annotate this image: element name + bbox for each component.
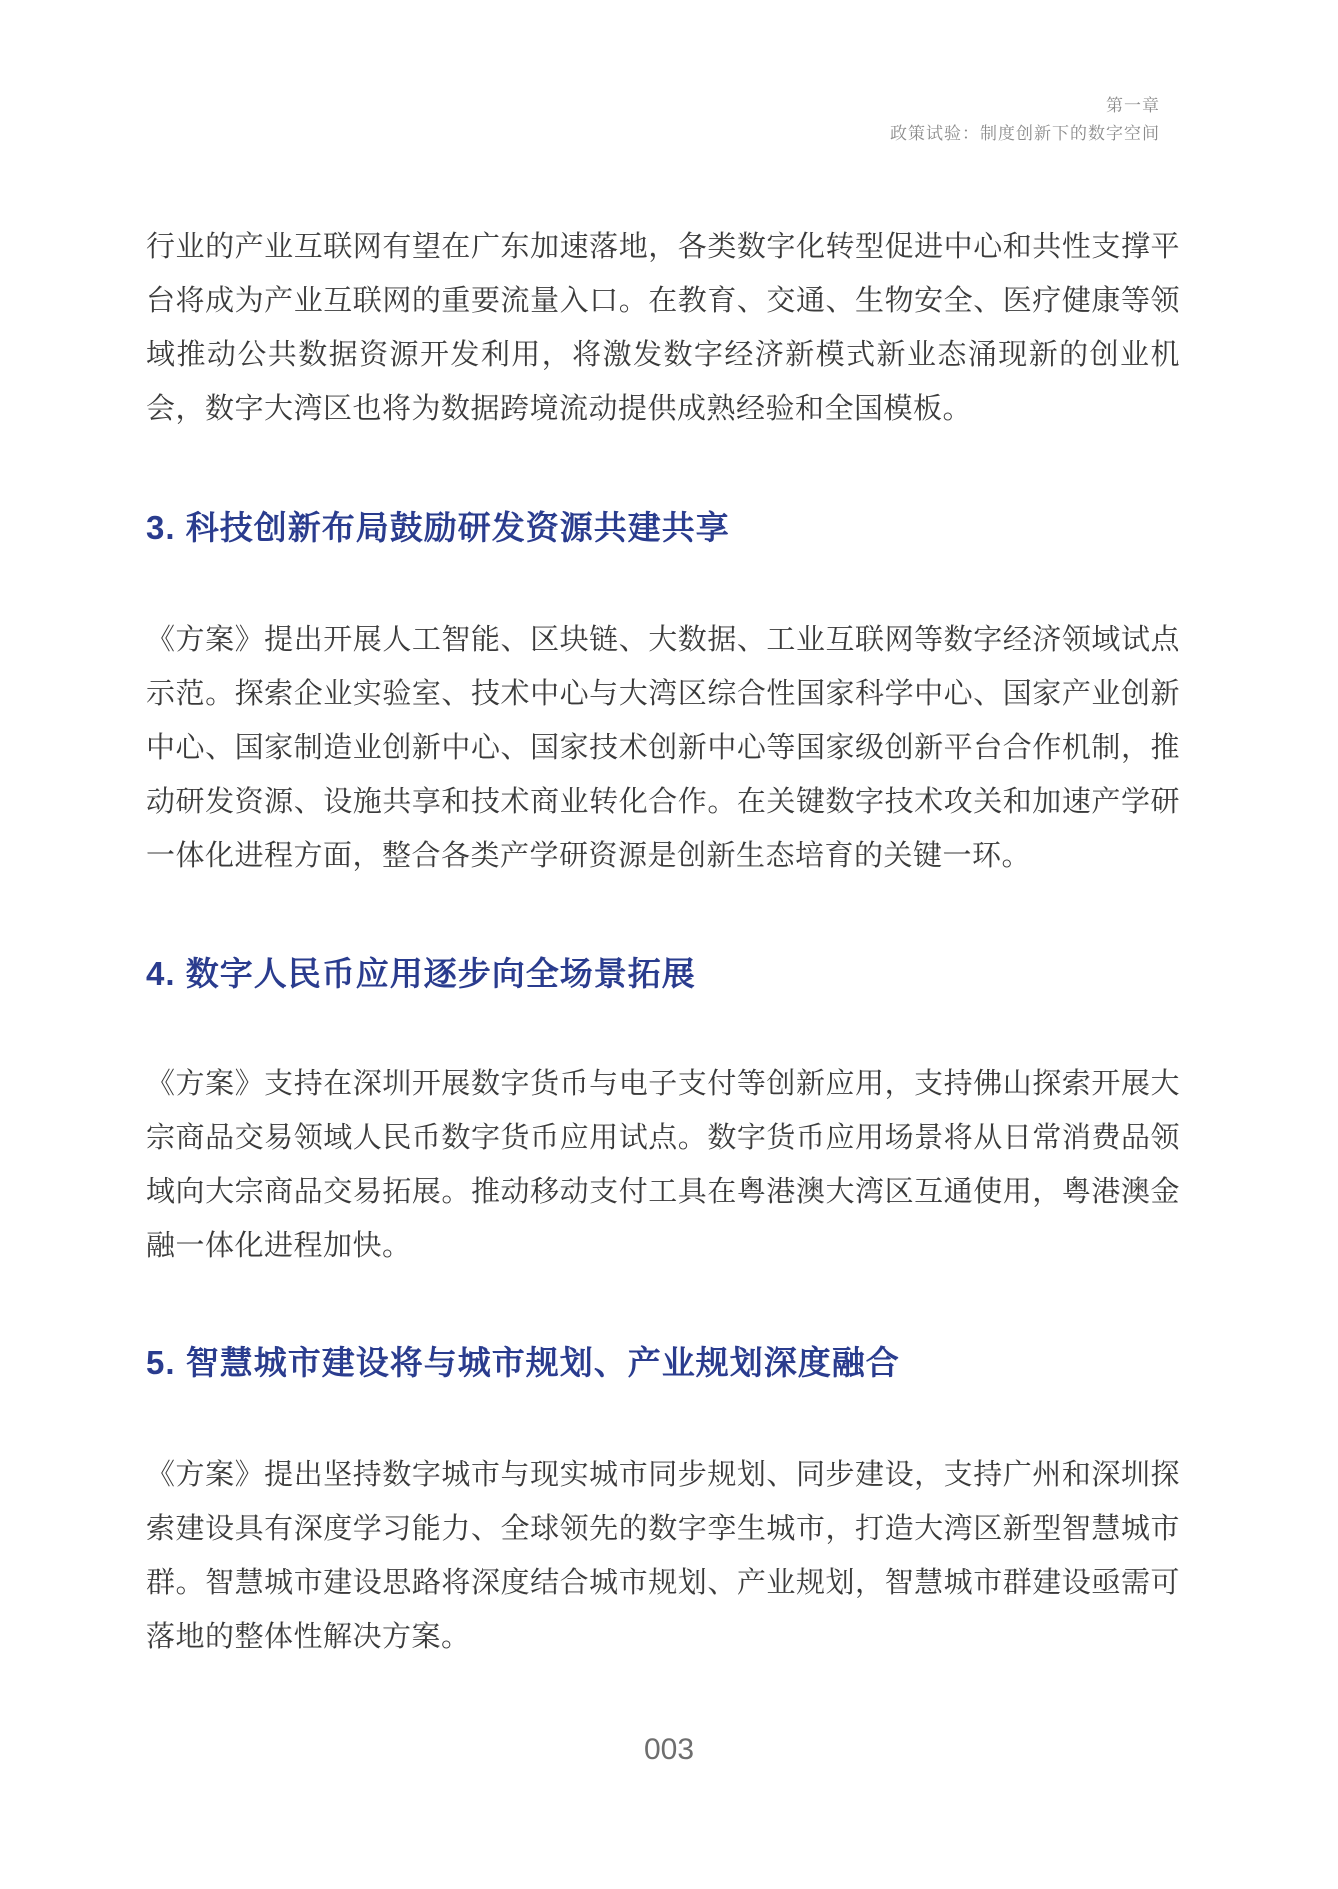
section-5-heading: 5. 智慧城市建设将与城市规划、产业规划深度融合: [146, 1344, 900, 1381]
chapter-label: 第一章: [1106, 96, 1160, 115]
chapter-title: 政策试验：制度创新下的数字空间: [890, 124, 1160, 143]
running-header: [890, 92, 1160, 148]
page-number: 003: [643, 1733, 695, 1766]
section-3-heading: 3. 科技创新布局鼓励研发资源共建共享: [146, 509, 730, 546]
section-5-paragraph: 《方案》提出坚持数字城市与现实城市同步规划、同步建设，支持广州和深圳探索建设具有深度学习能力、全球领先的数字孪生城市，打造大湾区新型智慧城市群。智慧城市建设思路将深度结合城市规划、产业规划，智慧城市群建设亟需可落地的整体性解决方案。: [146, 1459, 1180, 1653]
section-4-paragraph: 《方案》支持在深圳开展数字货币与电子支付等创新应用，支持佛山探索开展大宗商品交易领域人民币数字货币应用试点。数字货币应用场景将从日常消费品领域向大宗商品交易拓展。推动移动支付工具在粤港澳大湾区互通使用，粤港澳金融一体化进程加快。: [146, 1068, 1180, 1262]
section-4-heading: 4. 数字人民币应用逐步向全场景拓展: [146, 955, 696, 992]
section-3-paragraph: 《方案》提出开展人工智能、区块链、大数据、工业互联网等数字经济领域试点示范。探索企业实验室、技术中心与大湾区综合性国家科学中心、国家产业创新中心、国家制造业创新中心、国家技术创新中心等国家级创新平台合作机制，推动研发资源、设施共享和技术商业转化合作。在关键数字技术攻关和加速产学研一体化进程方面，整合各类产学研资源是创新生态培育的关键一环。: [146, 624, 1180, 872]
intro-paragraph: 行业的产业互联网有望在广东加速落地，各类数字化转型促进中心和共性支撑平台将成为产业互联网的重要流量入口。在教育、交通、生物安全、医疗健康等领域推动公共数据资源开发利用，将激发数字经济新模式新业态涌现新的创业机会，数字大湾区也将为数据跨境流动提供成熟经验和全国模板。: [146, 231, 1180, 425]
